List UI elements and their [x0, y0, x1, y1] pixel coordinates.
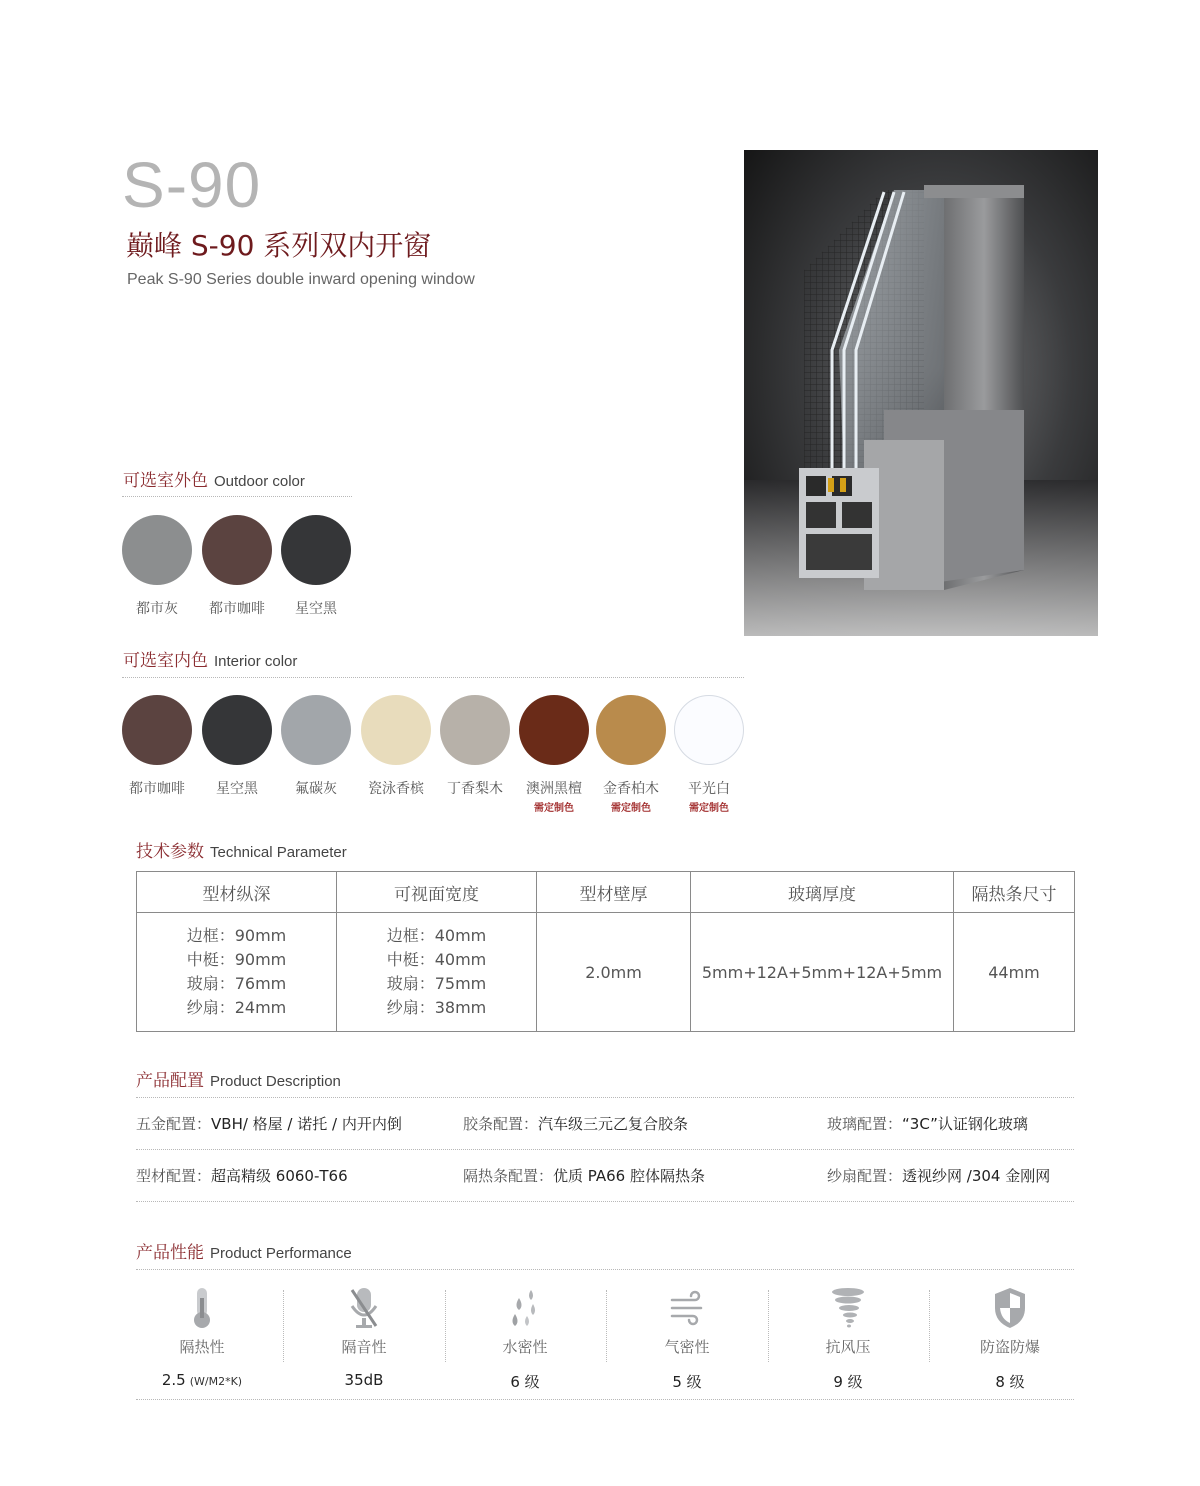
interior-color-heading: 可选室内色 Interior color — [123, 651, 298, 671]
tech-heading: 技术参数 Technical Parameter — [136, 842, 347, 862]
config-thermal-strip: 隔热条配置：优质 PA66 腔体隔热条 — [463, 1167, 705, 1185]
cell-wall-thickness: 2.0mm — [537, 913, 691, 1032]
divider — [136, 1149, 1074, 1150]
performance-heading: 产品性能 Product Performance — [136, 1243, 352, 1263]
divider — [122, 496, 352, 497]
divider — [136, 1269, 1074, 1270]
tornado-icon — [830, 1286, 866, 1330]
water-drops-icon — [507, 1286, 543, 1330]
col-header-strip-size: 隔热条尺寸 — [954, 872, 1075, 913]
cell-visible-width — [337, 913, 537, 1032]
interior-color-label: 瓷泳香槟 — [368, 781, 424, 797]
cell-strip-size: 44mm — [954, 913, 1075, 1032]
col-header-glass-thickness: 玻璃厚度 — [691, 872, 954, 913]
divider — [136, 1399, 1074, 1400]
table-row — [137, 913, 1075, 1032]
performance-value — [122, 1371, 282, 1389]
performance-item — [122, 1286, 282, 1389]
performance-item — [284, 1286, 444, 1389]
performance-item — [930, 1286, 1090, 1392]
performance-value-number: 5 级 — [672, 1373, 702, 1391]
performance-item — [607, 1286, 767, 1392]
wind-icon — [669, 1286, 705, 1330]
interior-color-label: 氟碳灰 — [295, 781, 337, 797]
config-glass: 玻璃配置：“3C”认证钢化玻璃 — [827, 1115, 1028, 1133]
interior-color-label: 都市咖啡 — [129, 781, 185, 797]
divider — [122, 677, 744, 678]
cell-glass-thickness: 5mm+12A+5mm+12A+5mm — [691, 913, 954, 1032]
product-title-cn: 巅峰 S-90 系列双内开窗 — [126, 229, 432, 262]
performance-value — [768, 1371, 928, 1392]
shield-icon — [992, 1286, 1028, 1330]
cell-depth — [137, 913, 337, 1032]
interior-color-swatch — [674, 695, 744, 765]
performance-value-number: 9 级 — [833, 1373, 863, 1391]
divider — [136, 1201, 1074, 1202]
col-header-depth: 型材纵深 — [137, 872, 337, 913]
performance-label: 气密性 — [664, 1338, 710, 1356]
performance-label: 防盗防爆 — [979, 1338, 1040, 1356]
performance-value — [445, 1371, 605, 1392]
depth-frame: 边框：90mm — [186, 926, 287, 945]
interior-color-custom-note: 需定制色 — [689, 803, 729, 814]
performance-label: 水密性 — [502, 1338, 548, 1356]
outdoor-color-swatch — [202, 515, 272, 585]
table-header-row — [137, 872, 1075, 913]
tech-parameter-table — [136, 871, 1075, 1032]
performance-value — [284, 1371, 444, 1389]
interior-color-label: 金香柏木 — [603, 781, 659, 797]
interior-color-label: 平光白 — [688, 781, 730, 797]
interior-color-swatch — [596, 695, 666, 765]
description-heading: 产品配置 Product Description — [136, 1071, 341, 1091]
outdoor-color-swatch — [281, 515, 351, 585]
interior-color-swatch — [440, 695, 510, 765]
product-title-en: Peak S-90 Series double inward opening window — [127, 271, 475, 288]
thermometer-icon — [184, 1286, 220, 1330]
performance-unit: (W/M2*K) — [189, 1375, 243, 1388]
config-screen: 纱扇配置：透视纱网 /304 金刚网 — [827, 1167, 1051, 1185]
outdoor-color-heading: 可选室外色 Outdoor color — [123, 471, 305, 491]
performance-value — [930, 1371, 1090, 1392]
outdoor-color-label: 星空黑 — [295, 601, 337, 617]
col-header-wall-thickness: 型材壁厚 — [537, 872, 691, 913]
outdoor-color-swatch — [122, 515, 192, 585]
performance-label: 隔热性 — [179, 1338, 225, 1356]
divider — [136, 1097, 1074, 1098]
width-screen-sash: 纱扇：38mm — [386, 998, 487, 1017]
interior-color-custom-note: 需定制色 — [611, 803, 651, 814]
interior-color-swatch — [281, 695, 351, 765]
outdoor-color-label: 都市灰 — [136, 601, 178, 617]
outdoor-color-label: 都市咖啡 — [209, 601, 265, 617]
interior-color-label: 澳洲黑檀 — [526, 781, 582, 797]
performance-value-number: 8 级 — [995, 1373, 1025, 1391]
interior-color-swatch — [122, 695, 192, 765]
col-header-visible-width: 可视面宽度 — [337, 872, 537, 913]
performance-value — [607, 1371, 767, 1392]
performance-value-number: 35dB — [344, 1371, 384, 1389]
interior-color-swatch — [202, 695, 272, 765]
interior-color-label: 星空黑 — [216, 781, 258, 797]
performance-value-number: 6 级 — [510, 1373, 540, 1391]
performance-item — [445, 1286, 605, 1392]
interior-color-label: 丁香梨木 — [447, 781, 503, 797]
depth-glass-sash: 玻扇：76mm — [186, 974, 287, 993]
width-frame: 边框：40mm — [386, 926, 487, 945]
performance-label: 隔音性 — [341, 1338, 387, 1356]
config-hardware: 五金配置：VBH/ 格屋 / 诺托 / 内开内倒 — [136, 1115, 402, 1133]
config-profile: 型材配置：超高精级 6060-T66 — [136, 1167, 348, 1185]
interior-color-custom-note: 需定制色 — [534, 803, 574, 814]
muted-microphone-icon — [346, 1286, 382, 1330]
window-profile-photo — [744, 150, 1098, 636]
interior-color-swatch — [361, 695, 431, 765]
depth-mullion: 中梃：90mm — [186, 950, 287, 969]
depth-screen-sash: 纱扇：24mm — [186, 998, 287, 1017]
interior-color-swatch — [519, 695, 589, 765]
width-glass-sash: 玻扇：75mm — [386, 974, 487, 993]
performance-label: 抗风压 — [825, 1338, 871, 1356]
performance-value-number: 2.5 — [161, 1371, 186, 1389]
model-number: S-90 — [122, 149, 262, 221]
performance-item — [768, 1286, 928, 1392]
config-gasket: 胶条配置：汽车级三元乙复合胶条 — [463, 1115, 689, 1133]
width-mullion: 中梃：40mm — [386, 950, 487, 969]
